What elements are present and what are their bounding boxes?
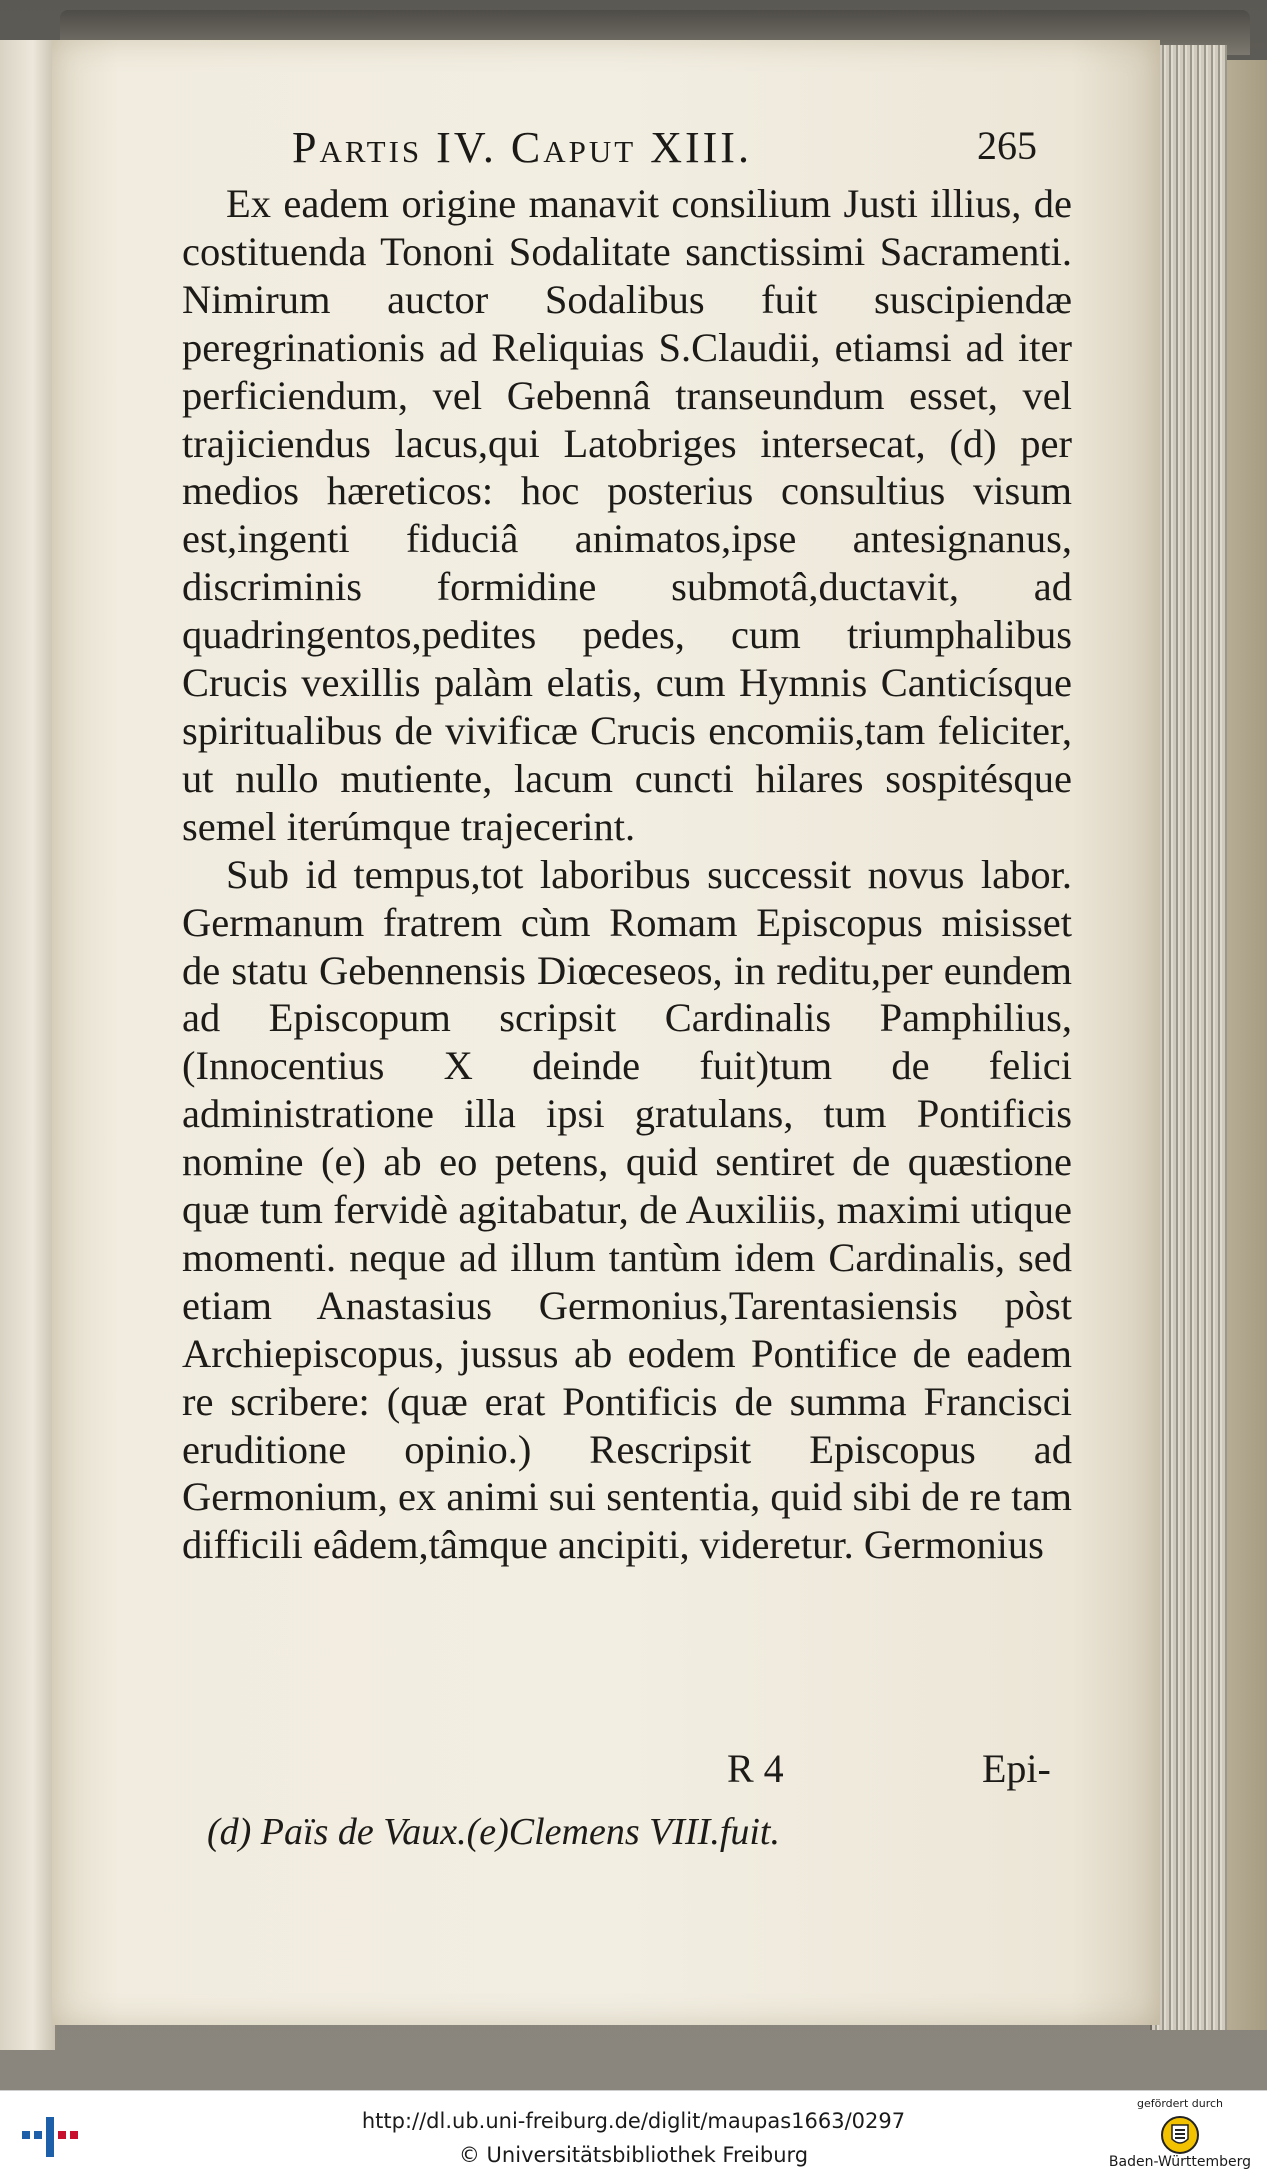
document-url[interactable]: http://dl.ub.uni-freiburg.de/diglit/maupas1663/0297 xyxy=(361,2109,906,2133)
footnotes: (d) Païs de Vaux.(e)Clemens VIII.fuit. xyxy=(207,1811,780,1853)
book-page xyxy=(52,40,1160,2025)
signature-mark: R 4 xyxy=(727,1746,784,1791)
copyright-notice: © Universitätsbibliothek Freiburg xyxy=(458,2143,809,2167)
page-stack-edges xyxy=(1150,45,1227,2030)
left-page-edge xyxy=(0,40,57,2050)
page-body xyxy=(182,180,1072,1569)
sponsor-block xyxy=(1100,2097,1260,2177)
running-head: Partis IV. Caput XIII. xyxy=(292,123,752,172)
sponsor-name: Baden-Württemberg xyxy=(1108,2154,1252,2170)
coat-of-arms-icon xyxy=(1160,2115,1200,2155)
paragraph-2: Sub id tempus,tot laboribus successit novus labor. Germanum fratrem cùm Romam Episcopus misisset de statu Gebennensis Diœceseos, in reditu,per eundem ad Episcopum scripsit Cardinalis Pamphilius,(Innocentius X deinde fuit)tum de felici administratione illa ipsi gratulans, tum Pontificis nomine (e) ab eo petens, quid sentiret de quæstione quæ tum fervidè agitabatur, de Auxiliis, maximi utique momenti. neque ad illum tantùm idem Cardinalis, sed etiam Anastasius Germonius,Tarentasiensis pòst Archiepiscopus, jussus ab eodem Pontifice de eadem re scribere: (quæ erat Pontificis de summa Francisci eruditione opinio.) Rescripsit Episcopus ad Germonium, ex animi sui sententia, quid sibi de re tam difficili eâdem,tâmque ancipiti, videretur. Germonius xyxy=(182,851,1072,1568)
sponsor-label: gefördert durch xyxy=(1136,2097,1224,2110)
paragraph-1: Ex eadem origine manavit consilium Justi illius, de costituenda Tononi Sodalitate sanctissimi Sacramenti. Nimirum auctor Sodalibus fuit suscipiendæ peregrinationis ad Reliquias S.Claudii, etiamsi ad iter perficiendum, vel Gebennâ transeundum esset, vel trajiciendus lacus,qui Latobriges intersecat, (d) per medios hæreticos: hoc posterius consultius visum est,ingenti fiduciâ animatos,ipse antesignanus, discriminis formidine submotâ,ductavit, ad quadringentos,pedites pedes, cum triumphalibus Crucis vexillis palàm elatis, cum Hymnis Canticísque spiritualibus de vivificæ Crucis encomiis,tam feliciter, ut nullo mutiente, lacum cuncti hilares sospitésque semel iterúmque trajecerint. xyxy=(182,181,1072,849)
page-header xyxy=(252,122,1052,182)
catchword: Epi- xyxy=(982,1746,1051,1791)
page-number: 265 xyxy=(977,123,1037,168)
signature-line xyxy=(192,1745,1082,1795)
viewer-footer xyxy=(0,2090,1267,2181)
